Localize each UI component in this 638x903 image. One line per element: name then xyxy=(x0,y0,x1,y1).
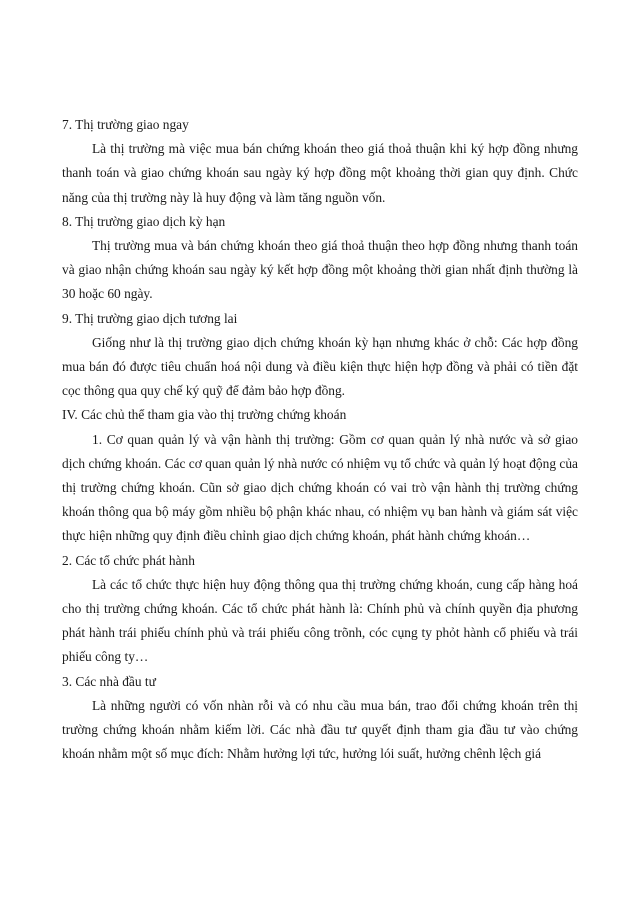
section-heading-8: 8. Thị trường giao dịch kỳ hạn xyxy=(62,213,226,229)
paragraph-issuers: Là các tổ chức thực hiện huy động thông qua thị trường chứng khoán, cung cấp hàng hoá cho thị trường chứng khoán. Các tổ chức phát hành là: Chính phủ và chính quyền địa phương phát hành trái phiếu chính phủ và trái phiếu công trõnh, cóc cụng ty phỏt hành cổ phiếu và trái phiếu công ty… xyxy=(62,576,578,665)
section-heading-iv: IV. Các chủ thể tham gia vào thị trường chứng khoán xyxy=(62,407,347,423)
paragraph-spot-market: Là thị trường mà việc mua bán chứng khoán theo giá thoả thuận khi ký hợp đồng nhưng thanh toán và giao chứng khoán sau ngày ký hợp đồng một khoảng thời gian quy định. Chức năng của thị trường này là huy động và làm tăng nguồn vốn. xyxy=(62,141,578,205)
section-heading-issuers: 2. Các tổ chức phát hành xyxy=(62,552,195,568)
paragraph-futures-market: Giống như là thị trường giao dịch chứng khoán kỳ hạn nhưng khác ở chỗ: Các hợp đồng mua bán đó được tiêu chuẩn hoá nội dung và điều kiện thực hiện hợp đồng và phải có tiền đặt cọc thông qua quy chế ký quỹ để đảm bảo hợp đồng. xyxy=(62,334,578,399)
section-heading-7: 7. Thị trường giao ngay xyxy=(62,117,189,132)
paragraph-investors: Là những người có vốn nhàn rỗi và có nhu cầu mua bán, trao đổi chứng khoán trên thị trường chứng khoán nhằm kiếm lời. Các nhà đầu tư quyết định tham gia đầu tư vào chứng khoán nhằm một số mục đích: Nhằm hưởng lợi tức, hưởng lói suất, hưởng chênh lệch giá xyxy=(62,697,578,762)
section-heading-investors: 3. Các nhà đầu tư xyxy=(62,673,156,689)
section-heading-9: 9. Thị trường giao dịch tương lai xyxy=(62,310,238,326)
paragraph-forward-market: Thị trường mua và bán chứng khoán theo giá thoả thuận theo hợp đồng nhưng thanh toán và giao nhận chứng khoán sau ngày ký kết hợp đồng một khoảng thời gian nhất định thường là 30 hoặc 60 ngày. xyxy=(62,238,578,302)
document-body xyxy=(62,113,578,766)
paragraph-regulators: 1. Cơ quan quản lý và vận hành thị trường: Gồm cơ quan quản lý nhà nước và sở giao dịch chứng khoán. Các cơ quan quản lý nhà nước có nhiệm vụ tổ chức và quản lý hoạt động của thị trường chứng khoán. Cũn sở giao dịch chứng khoán có vai trò vận hành thị trường chứng khoán thông qua bộ máy gồm nhiều bộ phận khác nhau, có nhiệm vụ ban hành và giám sát việc thực hiện những quy định điều chỉnh giao dịch chứng khoán, phát hành chứng khoán… xyxy=(62,431,578,544)
